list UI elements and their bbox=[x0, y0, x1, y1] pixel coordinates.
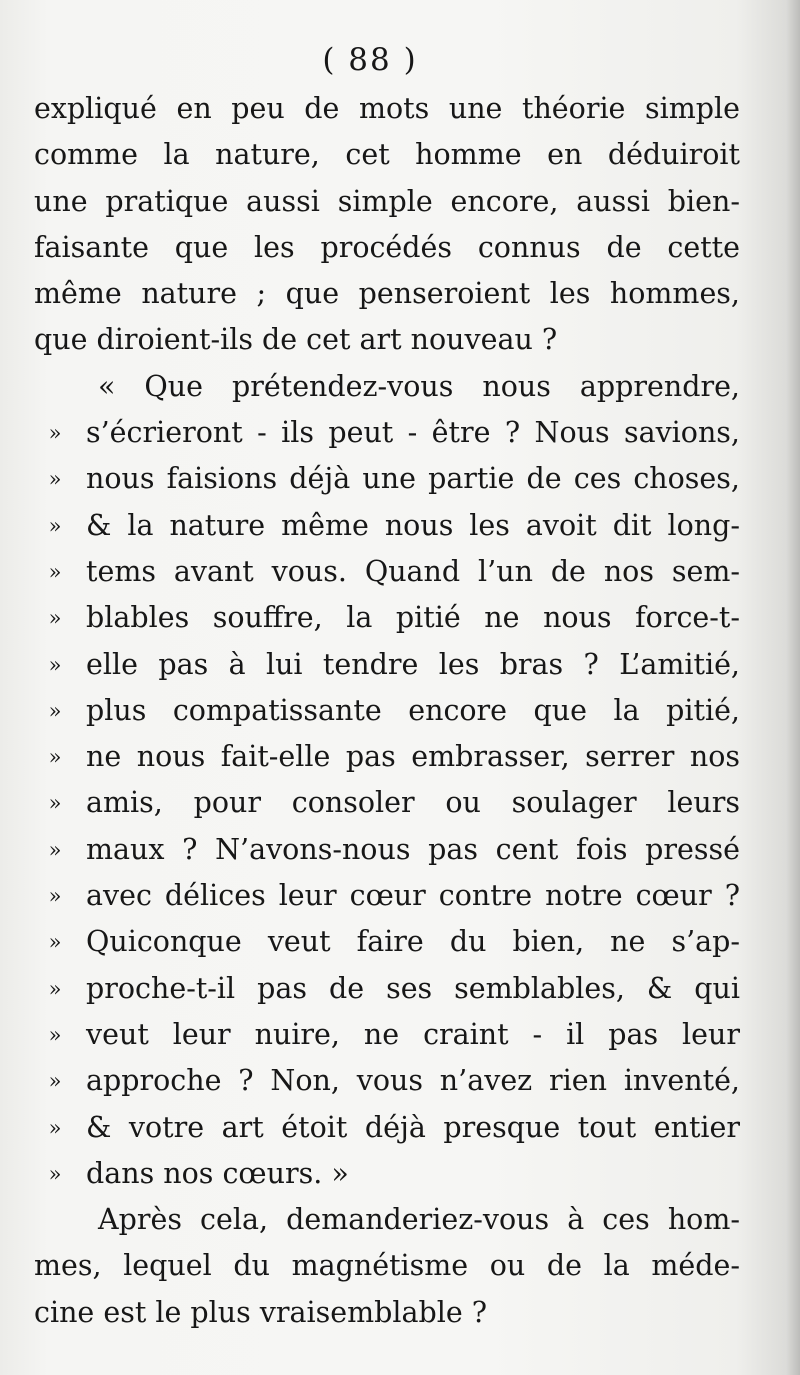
line-text: plus compatissante encore que la pitié, bbox=[86, 693, 740, 727]
line-text: veut leur nuire, ne craint - il pas leur bbox=[86, 1017, 740, 1051]
text-line bbox=[34, 86, 740, 132]
line-text: nous faisions déjà une partie de ces choses, bbox=[86, 462, 740, 496]
text-line bbox=[34, 503, 740, 549]
quotation-mark: » bbox=[48, 976, 62, 1001]
text-line bbox=[34, 780, 740, 826]
text-line bbox=[34, 225, 740, 271]
quotation-mark: » bbox=[48, 837, 62, 862]
text-line bbox=[34, 827, 740, 873]
quotation-mark: » bbox=[48, 1022, 62, 1047]
line-text: expliqué en peu de mots une théorie simple bbox=[34, 92, 740, 125]
quotation-mark: » bbox=[48, 467, 62, 492]
text-line bbox=[34, 271, 740, 317]
text-line bbox=[34, 688, 740, 734]
line-text: blables souffre, la pitié ne nous force-t- bbox=[86, 601, 740, 635]
text-line bbox=[34, 1151, 740, 1197]
line-text: même nature ; que penseroient les hommes, bbox=[34, 277, 740, 311]
text-line bbox=[34, 873, 740, 919]
line-text: comme la nature, cet homme en déduiroit bbox=[34, 138, 740, 172]
line-text: « Que prétendez-vous nous apprendre, bbox=[98, 369, 740, 403]
text-line bbox=[34, 1058, 740, 1104]
quotation-mark: » bbox=[48, 652, 62, 677]
text-line bbox=[34, 1012, 740, 1058]
line-text: & votre art étoit déjà presque tout entier bbox=[86, 1110, 740, 1144]
line-text: avec délices leur cœur contre notre cœur ? bbox=[86, 879, 740, 913]
text-line bbox=[34, 132, 740, 178]
text-line bbox=[34, 179, 740, 225]
line-text: ne nous fait-elle pas embrasser, serrer nos bbox=[86, 740, 740, 774]
text-line bbox=[34, 317, 740, 363]
text-line bbox=[34, 919, 740, 965]
quotation-mark: » bbox=[48, 606, 62, 631]
quotation-mark: » bbox=[48, 930, 62, 955]
line-text: tems avant vous. Quand l’un de nos sem- bbox=[86, 554, 740, 588]
line-text: proche-t-il pas de ses semblables, & qui bbox=[86, 971, 740, 1005]
text-line bbox=[34, 364, 740, 410]
quotation-mark: » bbox=[48, 559, 62, 584]
quotation-mark: » bbox=[48, 1115, 62, 1140]
line-text: s’écrieront - ils peut - être ? Nous savions, bbox=[86, 416, 740, 450]
line-text: mes, lequel du magnétisme ou de la méde- bbox=[34, 1249, 740, 1283]
quotation-mark: » bbox=[48, 513, 62, 538]
text-line bbox=[34, 1197, 740, 1243]
page-edge-shadow bbox=[786, 0, 800, 1375]
line-text: amis, pour consoler ou soulager leurs bbox=[86, 786, 740, 820]
text-line bbox=[34, 1105, 740, 1151]
line-text: Après cela, demanderiez-vous à ces hom- bbox=[98, 1203, 740, 1237]
text-line bbox=[34, 642, 740, 688]
text-line bbox=[34, 1243, 740, 1289]
quotation-mark: » bbox=[48, 1069, 62, 1094]
text-line bbox=[34, 456, 740, 502]
text-line bbox=[34, 966, 740, 1012]
page-number: ( 88 ) bbox=[322, 42, 418, 78]
text-line bbox=[34, 734, 740, 780]
line-text: & la nature même nous les avoit dit long- bbox=[86, 508, 740, 542]
quotation-mark: » bbox=[48, 745, 62, 770]
line-text: que diroient-ils de cet art nouveau ? bbox=[34, 323, 558, 357]
line-text: une pratique aussi simple encore, aussi bien- bbox=[34, 184, 740, 218]
quotation-mark: » bbox=[48, 791, 62, 816]
line-text: maux ? N’avons-nous pas cent fois pressé bbox=[86, 832, 740, 866]
text-line bbox=[34, 595, 740, 641]
text-line bbox=[34, 1290, 740, 1336]
text-line bbox=[34, 410, 740, 456]
line-text: elle pas à lui tendre les bras ? L’amitié, bbox=[86, 647, 740, 681]
quotation-mark: » bbox=[48, 421, 62, 446]
line-text: approche ? Non, vous n’avez rien inventé, bbox=[86, 1064, 740, 1098]
line-text: Quiconque veut faire du bien, ne s’ap- bbox=[86, 925, 740, 959]
quotation-mark: » bbox=[48, 884, 62, 909]
page-body-text bbox=[34, 86, 740, 1336]
line-text: cine est le plus vraisemblable ? bbox=[34, 1295, 488, 1329]
quotation-mark: » bbox=[48, 1161, 62, 1186]
quotation-mark: » bbox=[48, 698, 62, 723]
line-text: dans nos cœurs. » bbox=[86, 1156, 349, 1190]
line-text: faisante que les procédés connus de cette bbox=[34, 230, 740, 264]
text-line bbox=[34, 549, 740, 595]
